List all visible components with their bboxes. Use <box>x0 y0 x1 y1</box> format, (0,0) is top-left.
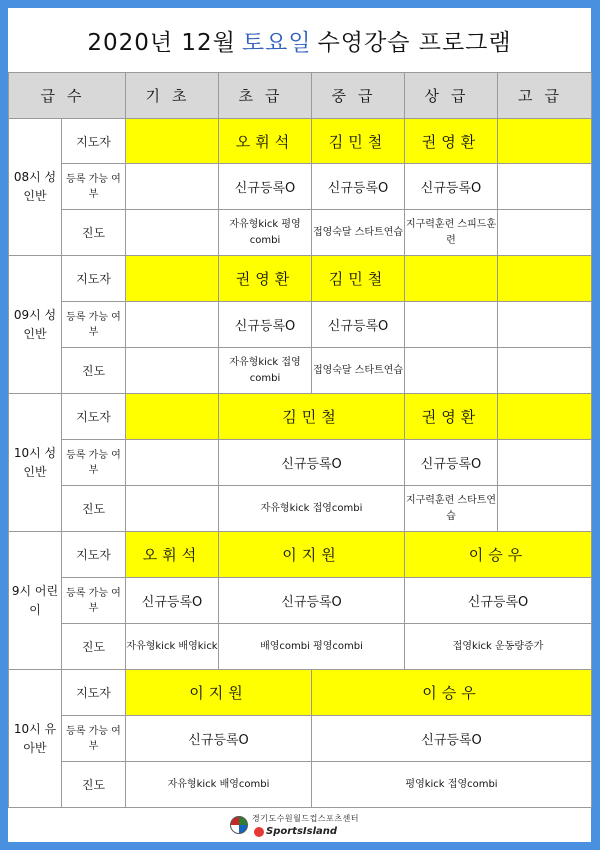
header-beginner: 초급 <box>219 73 312 119</box>
registration-cell: 신규등록O <box>405 578 592 624</box>
registration-cell: 신규등록O <box>312 164 405 210</box>
header-advanced: 고급 <box>498 73 592 119</box>
table-row <box>9 762 592 808</box>
instructor-cell <box>498 394 592 440</box>
progress-cell <box>405 348 498 394</box>
instructor-cell: 이승우 <box>312 670 592 716</box>
title-highlight: 토요일 <box>241 29 312 56</box>
registration-cell: 신규등록O <box>312 716 592 762</box>
registration-cell <box>126 302 219 348</box>
instructor-cell: 권영환 <box>405 394 498 440</box>
footer-logo <box>8 808 591 842</box>
progress-cell: 평영kick 접영combi <box>312 762 592 808</box>
header-intermediate: 중급 <box>312 73 405 119</box>
registration-label: 등록 가능 여부 <box>62 440 126 486</box>
table-row <box>9 210 592 256</box>
instructor-cell: 김민철 <box>219 394 405 440</box>
table-row <box>9 256 592 302</box>
registration-label: 등록 가능 여부 <box>62 302 126 348</box>
group-label: 09시 성인반 <box>9 256 62 394</box>
registration-cell: 신규등록O <box>405 164 498 210</box>
registration-cell <box>498 440 592 486</box>
header-basic: 기초 <box>126 73 219 119</box>
instructor-cell <box>126 119 219 164</box>
instructor-cell: 이승우 <box>405 532 592 578</box>
registration-cell <box>498 164 592 210</box>
progress-cell: 접영kick 운동량증가 <box>405 624 592 670</box>
instructor-cell: 김민철 <box>312 119 405 164</box>
schedule-table <box>8 72 592 808</box>
progress-label: 진도 <box>62 762 126 808</box>
progress-cell <box>498 210 592 256</box>
progress-cell <box>126 348 219 394</box>
progress-cell: 배영combi 평영combi <box>219 624 405 670</box>
table-row <box>9 302 592 348</box>
progress-cell <box>126 210 219 256</box>
group-label: 9시 어린이 <box>9 532 62 670</box>
progress-cell <box>498 486 592 532</box>
instructor-cell: 권영환 <box>219 256 312 302</box>
title-suffix: 수영강습 프로그램 <box>317 29 512 56</box>
registration-label: 등록 가능 여부 <box>62 578 126 624</box>
progress-cell: 자유형kick 배영combi <box>126 762 312 808</box>
registration-cell <box>405 302 498 348</box>
registration-label: 등록 가능 여부 <box>62 716 126 762</box>
progress-label: 진도 <box>62 348 126 394</box>
instructor-label: 지도자 <box>62 532 126 578</box>
table-row <box>9 440 592 486</box>
instructor-cell: 오휘석 <box>219 119 312 164</box>
group-label: 10시 유아반 <box>9 670 62 808</box>
instructor-cell <box>126 394 219 440</box>
progress-cell <box>126 486 219 532</box>
registration-cell <box>498 302 592 348</box>
registration-cell: 신규등록O <box>312 302 405 348</box>
progress-cell: 지구력훈련 스타트연습 <box>405 486 498 532</box>
registration-cell: 신규등록O <box>126 578 219 624</box>
progress-cell: 자유형kick 접영combi <box>219 348 312 394</box>
progress-cell <box>498 348 592 394</box>
instructor-label: 지도자 <box>62 394 126 440</box>
progress-label: 진도 <box>62 210 126 256</box>
table-row <box>9 348 592 394</box>
progress-cell: 자유형kick 배영kick <box>126 624 219 670</box>
header-upper: 상급 <box>405 73 498 119</box>
org-name: 경기도수원월드컵스포츠센터 <box>252 814 359 823</box>
registration-cell <box>126 164 219 210</box>
group-label: 10시 성인반 <box>9 394 62 532</box>
progress-label: 진도 <box>62 486 126 532</box>
header-row <box>9 73 592 119</box>
progress-cell: 자유형kick 접영combi <box>219 486 405 532</box>
table-row <box>9 394 592 440</box>
instructor-label: 지도자 <box>62 256 126 302</box>
table-row <box>9 532 592 578</box>
registration-label: 등록 가능 여부 <box>62 164 126 210</box>
instructor-cell: 이지원 <box>219 532 405 578</box>
brand-name: SportsIsland <box>266 826 338 837</box>
table-row <box>9 578 592 624</box>
instructor-cell <box>498 256 592 302</box>
table-row <box>9 716 592 762</box>
instructor-label: 지도자 <box>62 670 126 716</box>
instructor-cell: 김민철 <box>312 256 405 302</box>
instructor-cell <box>405 256 498 302</box>
progress-cell: 접영숙달 스타트연습 <box>312 210 405 256</box>
registration-cell: 신규등록O <box>219 440 405 486</box>
group-label: 08시 성인반 <box>9 119 62 256</box>
progress-cell: 접영숙달 스타트연습 <box>312 348 405 394</box>
table-row <box>9 119 592 164</box>
title-prefix: 2020년 12월 <box>87 29 236 56</box>
schedule-sheet <box>8 8 591 842</box>
progress-cell: 자유형kick 평영combi <box>219 210 312 256</box>
instructor-cell <box>498 119 592 164</box>
registration-cell: 신규등록O <box>219 578 405 624</box>
registration-cell: 신규등록O <box>126 716 312 762</box>
instructor-cell: 오휘석 <box>126 532 219 578</box>
instructor-label: 지도자 <box>62 119 126 164</box>
registration-cell: 신규등록O <box>405 440 498 486</box>
instructor-cell <box>126 256 219 302</box>
progress-cell: 지구력훈련 스피드훈련 <box>405 210 498 256</box>
page-title <box>8 8 591 72</box>
table-row <box>9 486 592 532</box>
header-level: 급수 <box>9 73 126 119</box>
progress-label: 진도 <box>62 624 126 670</box>
instructor-cell: 권영환 <box>405 119 498 164</box>
table-row <box>9 164 592 210</box>
registration-cell: 신규등록O <box>219 164 312 210</box>
brand-dot-icon <box>254 827 264 837</box>
table-row <box>9 670 592 716</box>
registration-cell <box>126 440 219 486</box>
instructor-cell: 이지원 <box>126 670 312 716</box>
soccer-ball-icon <box>230 816 248 834</box>
table-row <box>9 624 592 670</box>
registration-cell: 신규등록O <box>219 302 312 348</box>
